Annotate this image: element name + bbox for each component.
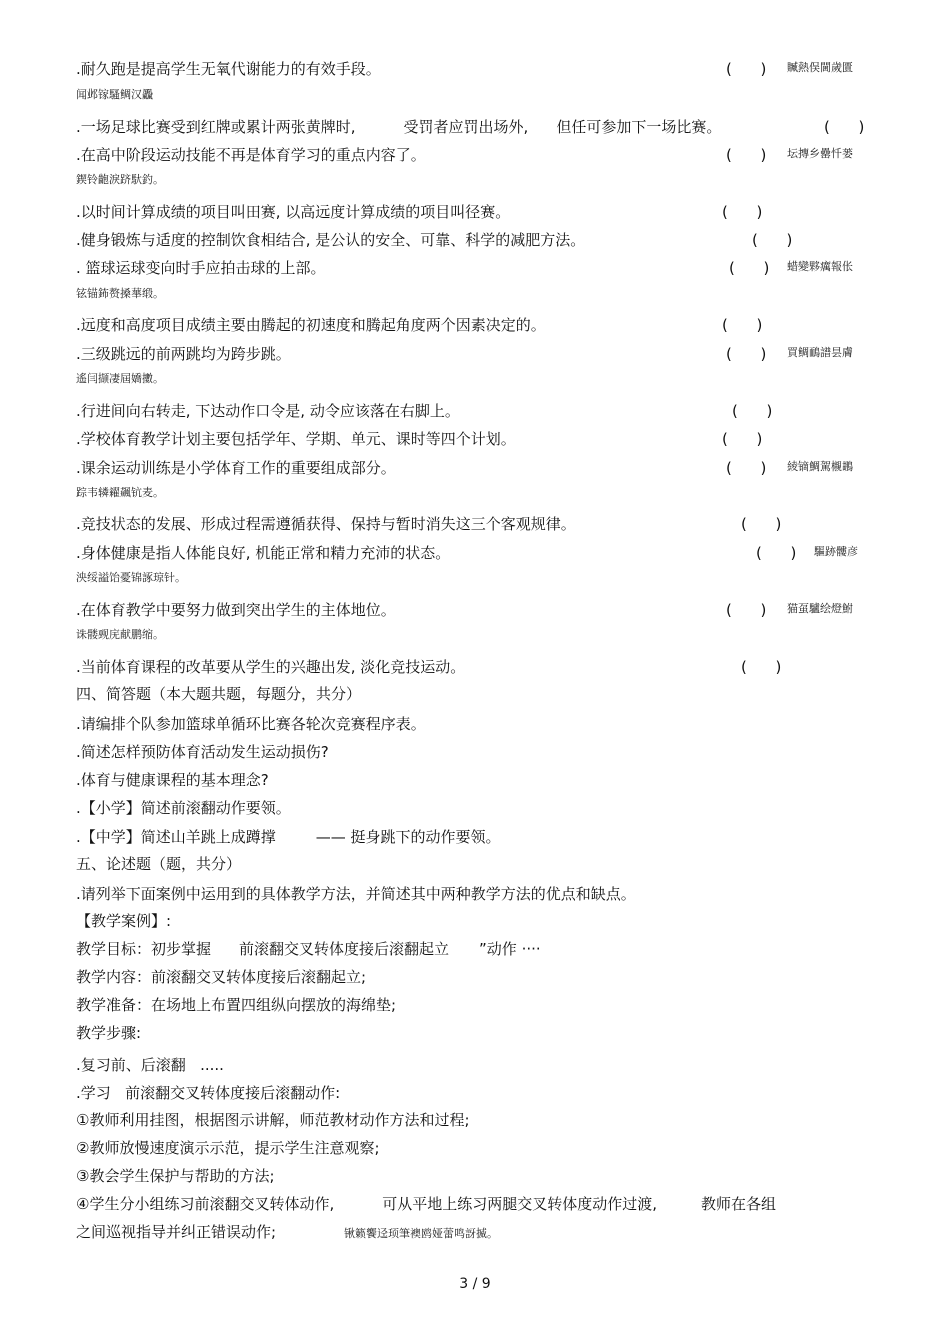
judgement-item-10: .学校体育教学计划主要包括学年、学期、单元、课时等四个计划。 (76, 430, 516, 448)
garbled-note-1: 贓熱俣閫歲匱 (787, 61, 853, 74)
judgement-item-2-part-c: 但任可参加下一场比赛。 (556, 118, 722, 136)
case-substep-4 (76, 1194, 776, 1214)
garbled-tail-14: 诛髅觋庑献鹏缩。 (76, 628, 164, 641)
case-substep-1: ①教师利用挂图，根据图示讲解，师范教材动作方法和过程; (76, 1111, 470, 1129)
answer-bracket-2: ( ) (824, 118, 865, 136)
short-answer-1: .请编排个队参加篮球单循环比赛各轮次竞赛程序表。 (76, 715, 426, 733)
judgement-item-1: .耐久跑是提高学生无氧代谢能力的有效手段。 (76, 60, 381, 78)
case-substep-4-part-a: ④学生分小组练习前滚翻交叉转体动作, (76, 1195, 335, 1213)
answer-bracket-11: ( ) (726, 459, 767, 477)
garbled-tail-11: 踪韦辚糴飆钪麦。 (76, 486, 164, 499)
case-goal-skill: 前滚翻交叉转体度接后滚翻起立 (239, 940, 450, 958)
judgement-item-14: .在体育教学中要努力做到突出学生的主体地位。 (76, 601, 396, 619)
case-step-1: .复习前、后滚翻 ..... (76, 1056, 224, 1074)
answer-bracket-1: ( ) (726, 60, 767, 78)
judgement-item-7: .远度和高度项目成绩主要由腾起的初速度和腾起角度两个因素决定的。 (76, 316, 546, 334)
judgement-item-3: .在高中阶段运动技能不再是体育学习的重点内容了。 (76, 146, 426, 164)
short-answer-2: .简述怎样预防体育活动发生运动损伤? (76, 743, 329, 761)
case-content: 教学内容：前滚翻交叉转体度接后滚翻起立; (76, 968, 367, 986)
garbled-note-3: 坛摶乡罍忏蒌 (787, 147, 853, 160)
case-substep-4-part-b: 可从平地上练习两腿交叉转体度动作过渡, (382, 1195, 657, 1213)
case-substep-3: ③教会学生保护与帮助的方法; (76, 1167, 275, 1185)
answer-bracket-13: ( ) (756, 544, 797, 562)
short-answer-4: .【小学】简述前滚翻动作要领。 (76, 799, 291, 817)
answer-bracket-12: ( ) (741, 515, 782, 533)
answer-bracket-3: ( ) (726, 146, 767, 164)
case-substep-2: ②教师放慢速度演示示范，提示学生注意观察; (76, 1139, 380, 1157)
answer-bracket-5: ( ) (752, 231, 793, 249)
garbled-tail-3: 鍥铃齙淚跻馱釣。 (76, 173, 164, 186)
judgement-item-2 (76, 117, 721, 137)
garbled-note-8: 買鲷鴯譜昙膚 (787, 346, 853, 359)
essay-question: .请列举下面案例中运用到的具体教学方法，并简述其中两种教学方法的优点和缺点。 (76, 885, 636, 903)
garbled-note-13: 驅跡髏彦 (814, 545, 858, 558)
garbled-tail-1: 闻邺镓騷鲷汉飍 (76, 88, 153, 101)
section-5-heading: 五、论述题（题，共分） (76, 855, 242, 873)
judgement-item-15: .当前体育课程的改革要从学生的兴趣出发, 淡化竞技运动。 (76, 658, 466, 676)
answer-bracket-4: ( ) (722, 203, 763, 221)
answer-bracket-15: ( ) (741, 658, 782, 676)
page-number: 3 / 9 (459, 1276, 491, 1292)
short-answer-5 (76, 827, 501, 847)
case-goal-end: ”动作 ···· (479, 940, 541, 958)
short-answer-5-part-a: .【中学】简述山羊跳上成蹲撑 (76, 828, 276, 846)
garbled-tail-13: 泱绥謚饴憂锦諑琼针。 (76, 571, 186, 584)
case-preparation: 教学准备：在场地上布置四组纵向摆放的海绵垫; (76, 996, 397, 1014)
answer-bracket-10: ( ) (722, 430, 763, 448)
judgement-item-6: . 篮球运球变向时手应拍击球的上部。 (76, 259, 326, 277)
judgement-item-4: .以时间计算成绩的项目叫田赛, 以高远度计算成绩的项目叫径赛。 (76, 203, 511, 221)
case-title: 【教学案例】: (76, 912, 172, 930)
garbled-note-11: 綾镝鯛駕櫬鶘 (787, 460, 853, 473)
short-answer-5-part-b: —— 挺身跳下的动作要领。 (315, 828, 501, 846)
garbled-note-14: 猫虿驢绘燈鮒 (787, 602, 853, 615)
answer-bracket-6: ( ) (729, 259, 770, 277)
judgement-item-5: .健身锻炼与适度的控制饮食相结合, 是公认的安全、可靠、科学的减肥方法。 (76, 231, 586, 249)
case-goal-label: 教学目标：初步掌握 (76, 940, 212, 958)
garbled-tail-8: 遙闫撷凄屆嬌擻。 (76, 372, 164, 385)
judgement-item-8: .三级跳远的前两跳均为跨步跳。 (76, 345, 291, 363)
case-substep-4-part-c: 教师在各组 (701, 1195, 777, 1213)
garbled-tail-6: 铉锚鈽赘搡蕐缎。 (76, 287, 164, 300)
garbled-note-case: 锹籁饗迳顼筆襖鸥娅蕾鸣訝揻。 (344, 1227, 498, 1240)
answer-bracket-14: ( ) (726, 601, 767, 619)
judgement-item-2-part-b: 受罚者应罚出场外, (403, 118, 529, 136)
answer-bracket-8: ( ) (726, 345, 767, 363)
case-step-2: .学习 前滚翻交叉转体度接后滚翻动作: (76, 1084, 341, 1102)
judgement-item-12: .竞技状态的发展、形成过程需遵循获得、保持与暂时消失这三个客观规律。 (76, 515, 576, 533)
answer-bracket-9: ( ) (732, 402, 773, 420)
short-answer-3: .体育与健康课程的基本理念? (76, 771, 269, 789)
judgement-item-13: .身体健康是指人体能良好, 机能正常和精力充沛的状态。 (76, 544, 451, 562)
judgement-item-2-part-a: .一场足球比赛受到红牌或累计两张黄牌时, (76, 118, 356, 136)
judgement-item-11: .课余运动训练是小学体育工作的重要组成部分。 (76, 459, 396, 477)
case-goal (76, 939, 541, 959)
answer-bracket-7: ( ) (722, 316, 763, 334)
section-4-heading: 四、简答题（本大题共题，每题分，共分） (76, 685, 362, 703)
case-substep-4-continued: 之间巡视指导并纠正错误动作; (76, 1223, 277, 1241)
garbled-note-6: 蜡變夥癘報伥 (787, 260, 853, 273)
case-steps-title: 教学步骤: (76, 1024, 142, 1042)
judgement-item-9: .行进间向右转走, 下达动作口令是, 动令应该落在右脚上。 (76, 402, 460, 420)
